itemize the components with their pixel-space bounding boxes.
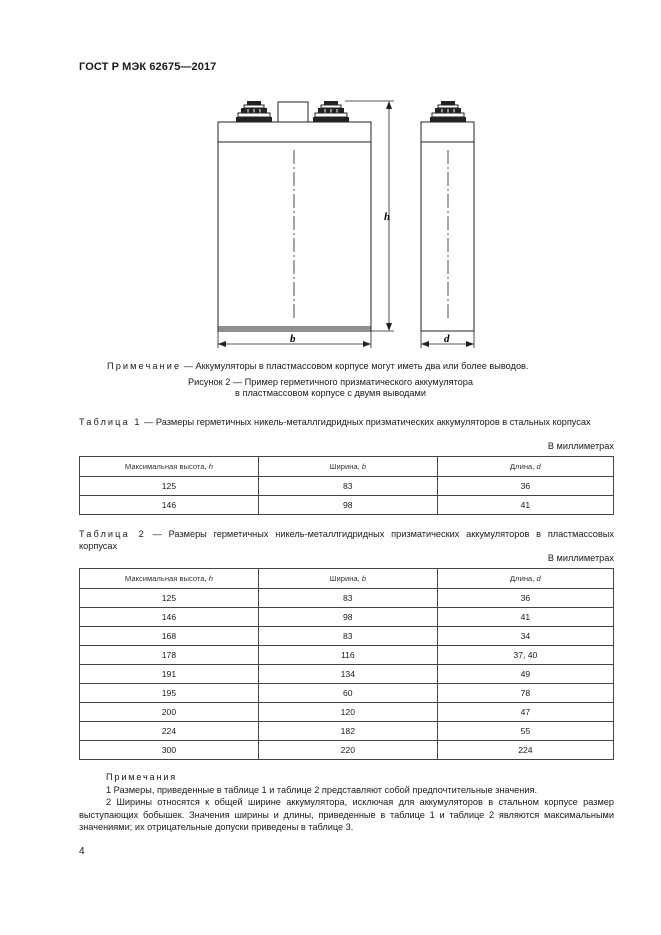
table-cell: 134 bbox=[258, 665, 437, 684]
table-cell: 55 bbox=[437, 722, 613, 741]
figure-caption-line1: Рисунок 2 — Пример герметичного призматического аккумулятора bbox=[188, 377, 473, 387]
table1-units: В миллиметрах bbox=[547, 441, 614, 451]
table-row bbox=[80, 646, 614, 665]
note-item-1: 1 Размеры, приведенные в таблице 1 и таблице 2 представляют собой предпочтительные значения. bbox=[106, 784, 537, 795]
column-header: Максимальная высота, h bbox=[80, 569, 259, 589]
table-cell: 224 bbox=[80, 722, 259, 741]
table-cell: 220 bbox=[258, 741, 437, 760]
table-cell: 178 bbox=[80, 646, 259, 665]
table1-label: Таблица 1 bbox=[79, 417, 142, 427]
table-cell: 37, 40 bbox=[437, 646, 613, 665]
column-header: Максимальная высота, h bbox=[80, 457, 259, 477]
figure-note-text: — Аккумуляторы в пластмассовом корпусе могут иметь два или более выводов. bbox=[181, 361, 529, 371]
table-cell: 116 bbox=[258, 646, 437, 665]
table2-units: В миллиметрах bbox=[547, 553, 614, 563]
table-cell: 60 bbox=[258, 684, 437, 703]
table-row bbox=[80, 703, 614, 722]
table-cell: 41 bbox=[437, 496, 613, 515]
table-cell: 36 bbox=[437, 589, 613, 608]
table-cell: 182 bbox=[258, 722, 437, 741]
table-row bbox=[80, 477, 614, 496]
table-cell: 300 bbox=[80, 741, 259, 760]
figure-caption-line2: в пластмассовом корпусе с двумя выводами bbox=[235, 388, 426, 398]
front-view bbox=[218, 101, 394, 348]
table-row bbox=[80, 665, 614, 684]
table-cell: 98 bbox=[258, 496, 437, 515]
table-row bbox=[80, 684, 614, 703]
table-cell: 83 bbox=[258, 477, 437, 496]
table2-label: Таблица 2 bbox=[79, 529, 146, 539]
table-cell: 36 bbox=[437, 477, 613, 496]
table-row bbox=[80, 589, 614, 608]
table-row bbox=[80, 608, 614, 627]
dim-label-h: h bbox=[384, 211, 391, 223]
page-number: 4 bbox=[79, 846, 85, 857]
table-header-row bbox=[80, 569, 614, 589]
table-header-row bbox=[80, 457, 614, 477]
table-cell: 98 bbox=[258, 608, 437, 627]
document-header: ГОСТ Р МЭК 62675—2017 bbox=[79, 61, 217, 73]
table1-title-text: — Размеры герметичных никель-металлгидридных призматических аккумуляторов в стальных корпусах bbox=[141, 417, 591, 427]
table1 bbox=[79, 456, 614, 515]
table2-title-text: — Размеры герметичных никель-металлгидридных призматических аккумуляторов в пластмассовых корпусах bbox=[79, 529, 614, 551]
table-cell: 146 bbox=[80, 608, 259, 627]
table-cell: 125 bbox=[80, 477, 259, 496]
table-cell: 195 bbox=[80, 684, 259, 703]
table-cell: 125 bbox=[80, 589, 259, 608]
table2 bbox=[79, 568, 614, 760]
table1-title bbox=[79, 417, 614, 429]
table-row bbox=[80, 722, 614, 741]
column-header: Длина, d bbox=[437, 569, 613, 589]
table-cell: 146 bbox=[80, 496, 259, 515]
dim-label-d: d bbox=[444, 333, 450, 345]
table2-title bbox=[79, 529, 614, 552]
figure-note-label: Примечание bbox=[107, 361, 182, 371]
side-view bbox=[421, 101, 474, 348]
table-cell: 83 bbox=[258, 627, 437, 646]
table-row bbox=[80, 496, 614, 515]
table-cell: 83 bbox=[258, 589, 437, 608]
dim-label-b: b bbox=[290, 333, 296, 345]
table-cell: 191 bbox=[80, 665, 259, 684]
table-cell: 47 bbox=[437, 703, 613, 722]
table-cell: 78 bbox=[437, 684, 613, 703]
table-row bbox=[80, 627, 614, 646]
table-cell: 49 bbox=[437, 665, 613, 684]
battery-figure bbox=[0, 0, 661, 360]
column-header: Длина, d bbox=[437, 457, 613, 477]
figure-note bbox=[107, 361, 528, 371]
table-row bbox=[80, 741, 614, 760]
table-notes bbox=[79, 771, 614, 834]
table-cell: 224 bbox=[437, 741, 613, 760]
column-header: Ширина, b bbox=[258, 457, 437, 477]
column-header: Ширина, b bbox=[258, 569, 437, 589]
table-cell: 200 bbox=[80, 703, 259, 722]
table-cell: 41 bbox=[437, 608, 613, 627]
table-cell: 120 bbox=[258, 703, 437, 722]
notes-heading: Примечания bbox=[106, 772, 178, 782]
note-item-2: 2 Ширины относятся к общей ширине аккумулятора, исключая для аккумуляторов в стальном корпусе размер выступающих бобышек. Значения ширины и длины, приведенные в таблице 1 и таблице 2 являются максимальными значениями; их отрицательные допуски приведены в таблице 3. bbox=[79, 797, 614, 833]
table-cell: 34 bbox=[437, 627, 613, 646]
table-cell: 168 bbox=[80, 627, 259, 646]
